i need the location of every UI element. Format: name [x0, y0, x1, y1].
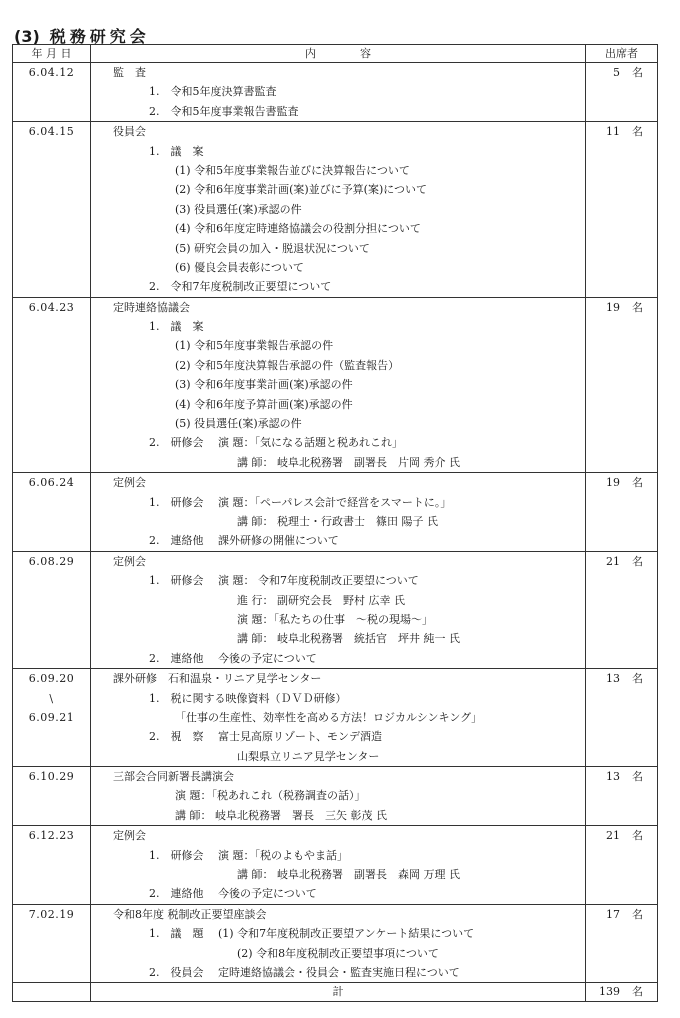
total-row — [13, 983, 658, 1002]
table-row — [13, 122, 658, 298]
attendance-unit: 名 — [632, 672, 643, 686]
content-line: 2. 役員会 定時連絡協議会・役員会・監査実施日程について — [149, 965, 460, 979]
table-row — [13, 63, 658, 122]
content-line: 定例会 — [113, 829, 146, 843]
total-attendance: 139 — [599, 985, 620, 999]
content-cell — [91, 904, 586, 983]
date: 6.04.12 — [28, 66, 75, 79]
content-line: (2) 令和6年度事業計画(案)並びに予算(案)について — [175, 183, 428, 197]
attendance-cell — [586, 297, 658, 473]
table-row — [13, 904, 658, 983]
attendance-count: 13 — [606, 672, 620, 686]
date-cell — [13, 122, 91, 298]
content-line: 講 師： 岐阜北税務署 副署長 片岡 秀介 氏 — [237, 455, 460, 469]
content-line: (5) 役員選任(案)承認の件 — [175, 417, 302, 431]
date-cell — [13, 767, 91, 826]
total-label: 計 — [91, 983, 586, 1002]
content-cell — [91, 63, 586, 122]
content-line: 1. 議 題 (1) 令和7年度税制改正要望アンケート結果について — [149, 927, 475, 941]
content-line: 定例会 — [113, 554, 146, 568]
content-line: 1. 税に関する映像資料（ＤＶＤ研修） — [149, 691, 347, 705]
content-cell — [91, 297, 586, 473]
table-row — [13, 767, 658, 826]
content-line: (1) 令和5年度事業報告並びに決算報告について — [175, 163, 410, 177]
content-line: 2. 視 察 富士見高原リゾート、モンデ酒造 — [149, 730, 383, 744]
content-line: 1. 研修会 演 題：「ペーパレス会計で経営をスマートに。」 — [149, 495, 452, 509]
attendance-count: 17 — [606, 907, 620, 921]
attendance-unit: 名 — [632, 985, 643, 999]
content-line: 定時連絡協議会 — [113, 300, 190, 314]
content-cell — [91, 767, 586, 826]
content-line: (2) 令和8年度税制改正要望事項について — [237, 946, 439, 960]
attendance-cell — [586, 122, 658, 298]
attendance-unit: 名 — [632, 554, 643, 568]
total-empty-cell — [13, 983, 91, 1002]
date: 6.09.21 — [28, 710, 75, 724]
attendance-cell — [586, 767, 658, 826]
meeting-table — [12, 44, 658, 1002]
attendance-count: 21 — [606, 554, 620, 568]
date: 6.04.15 — [28, 125, 75, 139]
date: 6.08.29 — [28, 554, 75, 568]
content-line: 三部会合同新署長講演会 — [113, 770, 234, 784]
header-date: 年 月 日 — [13, 45, 91, 63]
date: 6.06.24 — [28, 476, 75, 490]
date: 6.10.29 — [28, 770, 75, 784]
content-line: (3) 役員選任(案)承認の件 — [175, 202, 302, 216]
content-line: 2. 連絡他 今後の予定について — [149, 887, 317, 901]
content-line: 役員会 — [113, 125, 146, 139]
content-line: (5) 研究会員の加入・脱退状況について — [175, 241, 370, 255]
attendance-count: 19 — [606, 476, 620, 490]
attendance-count: 21 — [606, 829, 620, 843]
table-row — [13, 669, 658, 767]
date: 6.09.20 — [28, 672, 75, 686]
table-row — [13, 473, 658, 552]
header-attendance: 出席者 — [586, 45, 658, 63]
content-line: 1. 研修会 演 題： 令和7年度税制改正要望について — [149, 574, 419, 588]
content-line: (4) 令和6年度定時連絡協議会の役割分担について — [175, 222, 421, 236]
date-cell — [13, 63, 91, 122]
content-line: 2. 連絡他 今後の予定について — [149, 651, 317, 665]
content-line: 2. 連絡他 課外研修の開催について — [149, 534, 339, 548]
date-cell — [13, 669, 91, 767]
attendance-unit: 名 — [632, 829, 643, 843]
content-line: 講 師： 岐阜北税務署 統括官 坪井 純一 氏 — [237, 632, 460, 646]
content-cell — [91, 826, 586, 905]
content-cell — [91, 122, 586, 298]
date-cell — [13, 826, 91, 905]
attendance-unit: 名 — [632, 907, 643, 921]
content-line: 講 師： 岐阜北税務署 副署長 森岡 万理 氏 — [237, 868, 460, 882]
total-attendance-cell — [586, 983, 658, 1002]
content-line: 進 行： 副研究会長 野村 広幸 氏 — [237, 593, 405, 607]
header-content: 内 容 — [91, 45, 586, 63]
content-cell — [91, 473, 586, 552]
content-line: 演 題：「私たちの仕事 ～税の現場～」 — [237, 612, 433, 626]
section-number: (3) — [14, 27, 40, 46]
attendance-unit: 名 — [632, 770, 643, 784]
attendance-unit: 名 — [632, 125, 643, 139]
table-header-row — [13, 45, 658, 63]
content-line: 2. 令和7年度税制改正要望について — [149, 280, 332, 294]
attendance-unit: 名 — [632, 66, 643, 79]
content-line: 山梨県立リニア見学センター — [237, 749, 380, 763]
date: 6.04.23 — [28, 300, 75, 314]
attendance-unit: 名 — [632, 476, 643, 490]
content-line: 2. 研修会 演 題：「気になる話題と税あれこれ」 — [149, 436, 403, 450]
content-line: (4) 令和6年度予算計画(案)承認の件 — [175, 397, 353, 411]
section-title-text: 税務研究会 — [49, 27, 150, 46]
date-cell — [13, 551, 91, 668]
content-cell — [91, 551, 586, 668]
content-line: 1. 議 案 — [149, 144, 204, 158]
table-row — [13, 551, 658, 668]
content-line: 講 師： 税理士・行政書士 篠田 陽子 氏 — [237, 514, 438, 528]
attendance-cell — [586, 826, 658, 905]
attendance-cell — [586, 904, 658, 983]
content-line: 1. 令和5年度決算書監査 — [149, 85, 277, 99]
attendance-count: 11 — [606, 125, 620, 139]
attendance-cell — [586, 63, 658, 122]
content-line: 令和8年度 税制改正要望座談会 — [113, 907, 267, 921]
content-line: (6) 優良会員表彰について — [175, 260, 304, 274]
date-range-mark: \ — [49, 691, 54, 705]
table-row — [13, 826, 658, 905]
content-line: 1. 研修会 演 題：「税のよもやま話」 — [149, 848, 348, 862]
date-cell — [13, 473, 91, 552]
content-line: (2) 令和5年度決算報告承認の件（監査報告） — [175, 358, 400, 372]
attendance-unit: 名 — [632, 300, 643, 314]
content-line: 1. 議 案 — [149, 320, 204, 334]
date: 7.02.19 — [28, 907, 75, 921]
content-line: 「仕事の生産性、効率性を高める方法！ロジカルシンキング」 — [175, 710, 483, 724]
table-row — [13, 297, 658, 473]
content-line: 監 査 — [113, 66, 146, 79]
content-line: 2. 令和5年度事業報告書監査 — [149, 104, 299, 118]
date-cell — [13, 904, 91, 983]
content-line: 定例会 — [113, 476, 146, 490]
content-line: 講 師： 岐阜北税務署 署長 三矢 彰茂 氏 — [175, 808, 387, 822]
content-line: (3) 令和6年度事業計画(案)承認の件 — [175, 378, 353, 392]
date-cell — [13, 297, 91, 473]
attendance-cell — [586, 551, 658, 668]
content-line: 課外研修 石和温泉・リニア見学センター — [113, 672, 322, 686]
date: 6.12.23 — [28, 829, 75, 843]
content-line: (1) 令和5年度事業報告承認の件 — [175, 339, 334, 353]
content-cell — [91, 669, 586, 767]
attendance-cell — [586, 669, 658, 767]
content-line: 演 題：「税あれこれ（税務調査の話）」 — [175, 789, 366, 803]
attendance-count: 13 — [606, 770, 620, 784]
attendance-count: 5 — [613, 66, 620, 79]
attendance-count: 19 — [606, 300, 620, 314]
attendance-cell — [586, 473, 658, 552]
